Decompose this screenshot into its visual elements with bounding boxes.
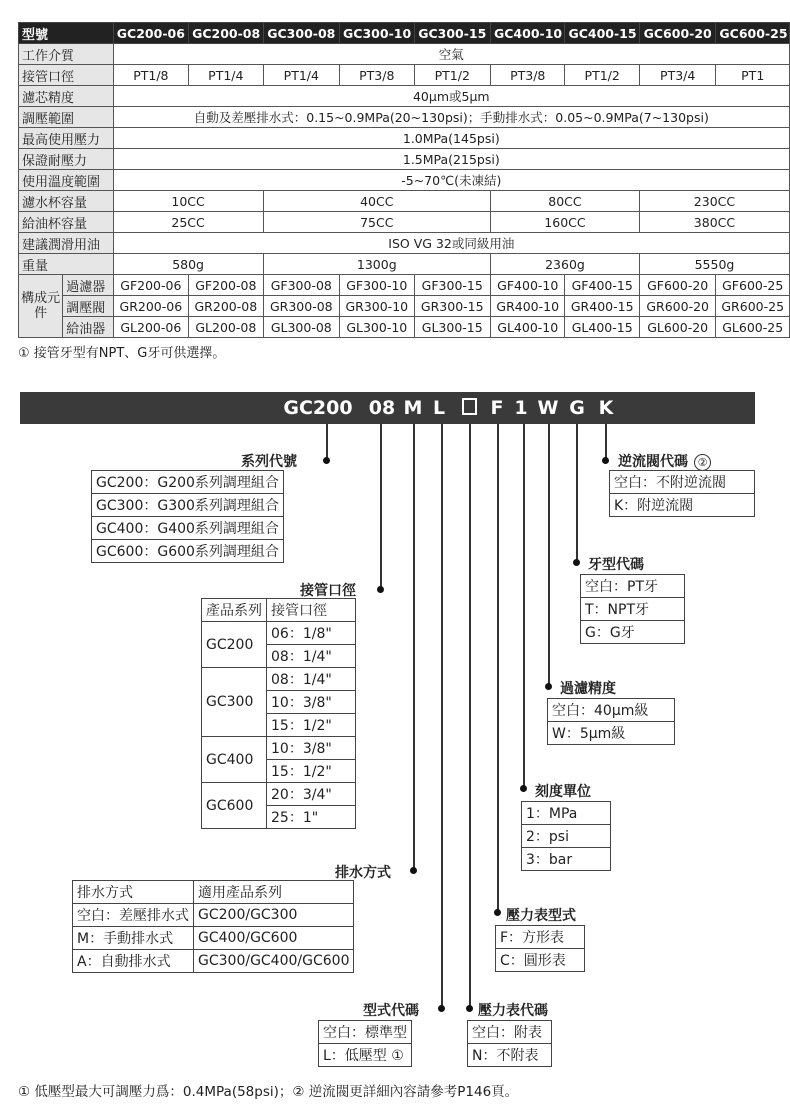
model-cell: GC600-20 [639, 23, 715, 44]
port-size: 20：3/4" [267, 783, 356, 806]
model-cell: GC200-08 [189, 23, 263, 44]
connector-dot [573, 559, 580, 566]
port-cell: PT1/2 [565, 65, 639, 86]
pressure-range-label: 調壓範圍 [19, 107, 114, 128]
filtration-row: W：5μm級 [548, 722, 675, 745]
connector-dot [545, 683, 552, 690]
temp-row [19, 170, 790, 191]
connector-line [523, 424, 525, 786]
filter-unit-row [19, 275, 790, 296]
lubricator-cell: GL600-20 [639, 317, 715, 338]
port-cell: PT1/4 [189, 65, 263, 86]
port-size: 15：1/2" [267, 714, 356, 737]
bowl-cell: 10CC [113, 191, 263, 212]
model-code-row: L：低壓型 ① [319, 1044, 412, 1067]
port-label: 接管口徑 [19, 65, 114, 86]
filter-unit-label: 過濾器 [63, 275, 113, 296]
connector-dot [323, 457, 330, 464]
regulator-cell: GR300-15 [414, 296, 490, 317]
lubricator-cell: GL300-10 [340, 317, 414, 338]
weight-cell: 1300g [263, 254, 490, 275]
port-size-col-size: 接管口徑 [267, 599, 356, 622]
gauge-type-row: F：方形表 [496, 926, 585, 949]
connector-dot [466, 1005, 473, 1012]
temp-value: -5~70℃(未凍結) [113, 170, 789, 191]
drain-col-series: 適用產品系列 [194, 881, 354, 904]
lube-value: ISO VG 32或同級用油 [113, 233, 789, 254]
filter-row [19, 86, 790, 107]
port-series: GC200 [202, 622, 267, 668]
bowl-row [19, 191, 790, 212]
port-size: 10：3/8" [267, 691, 356, 714]
connector-dot [494, 909, 501, 916]
port-size-table [201, 598, 356, 829]
model-cell: GC600-25 [716, 23, 790, 44]
gauge-type-table [495, 925, 585, 972]
lubricator-cell: GL200-08 [189, 317, 263, 338]
model-cell: GC200-06 [113, 23, 188, 44]
connector-dot [602, 457, 609, 464]
scale-unit-row: 1：MPa [522, 802, 611, 825]
connector-line [380, 424, 382, 590]
lubricator-cell: GL400-15 [565, 317, 639, 338]
port-size-title: 接管口徑 [300, 583, 356, 599]
gauge-type-row: C：圓形表 [496, 949, 585, 972]
gauge-code-row: N：不附表 [468, 1044, 552, 1067]
gauge-code-row: 空白：附表 [468, 1021, 552, 1044]
model-code-table [318, 1020, 412, 1067]
proof-pressure-label: 保證耐壓力 [19, 149, 114, 170]
scale-unit-table [521, 801, 611, 871]
regulator-cell: GR600-20 [639, 296, 715, 317]
lube-row [19, 233, 790, 254]
lubricator-cell: GL200-06 [113, 317, 188, 338]
port-size-col-series: 產品系列 [202, 599, 267, 622]
port-size: 08：1/4" [267, 645, 356, 668]
regulator-cell: GR400-10 [491, 296, 565, 317]
filter-unit-cell: GF200-08 [189, 275, 263, 296]
regulator-cell: GR300-10 [340, 296, 414, 317]
proof-pressure-row [19, 149, 790, 170]
weight-label: 重量 [19, 254, 114, 275]
lubricator-row [19, 317, 790, 338]
regulator-label: 調壓閥 [63, 296, 113, 317]
regulator-cell: GR400-15 [565, 296, 639, 317]
filter-unit-cell: GF200-06 [113, 275, 188, 296]
code-gauge-placeholder [462, 398, 477, 415]
lubricator-label: 給油器 [63, 317, 113, 338]
port-series: GC400 [202, 737, 267, 783]
fluid-row [19, 44, 790, 65]
filter-unit-cell: GF600-25 [716, 275, 790, 296]
port-size: 25：1" [267, 806, 356, 829]
model-cell: GC400-10 [491, 23, 565, 44]
model-cell: GC300-15 [414, 23, 490, 44]
port-cell: PT3/8 [491, 65, 565, 86]
oil-cell: 25CC [113, 212, 263, 233]
lubricator-cell: GL300-15 [414, 317, 490, 338]
bowl-label: 濾水杯容量 [19, 191, 114, 212]
regulator-row [19, 296, 790, 317]
weight-cell: 2360g [491, 254, 640, 275]
check-valve-table [609, 470, 755, 517]
filtration-title: 過濾精度 [560, 681, 616, 697]
model-label: 型號 [19, 23, 114, 44]
filter-unit-cell: GF400-10 [491, 275, 565, 296]
connector-line [576, 424, 578, 562]
filter-unit-cell: GF400-15 [565, 275, 639, 296]
filtration-table [547, 698, 675, 745]
thread-row: 空白：PT牙 [581, 575, 685, 598]
oil-cell: 380CC [639, 212, 789, 233]
drain-series: GC400/GC600 [194, 927, 354, 950]
gauge-code-title: 壓力表代碼 [478, 1003, 548, 1019]
oil-row [19, 212, 790, 233]
filter-value: 40μm或5μm [113, 86, 789, 107]
bowl-cell: 230CC [639, 191, 789, 212]
filter-unit-cell: GF300-15 [414, 275, 490, 296]
connector-line [605, 424, 607, 460]
components-label: 構成元件 [19, 275, 63, 338]
drain-type: A：自動排水式 [73, 950, 194, 973]
drain-type: M：手動排水式 [73, 927, 194, 950]
connector-line [469, 424, 471, 1007]
port-cell: PT1/8 [113, 65, 188, 86]
temp-label: 使用溫度範圍 [19, 170, 114, 191]
connector-line [413, 424, 415, 870]
series-row: GC400：G400系列調理組合 [92, 517, 284, 540]
thread-row: G：G牙 [581, 621, 685, 644]
code-series: GC200 [283, 397, 353, 419]
scale-unit-title: 刻度單位 [535, 784, 591, 800]
proof-pressure-value: 1.5MPa(215psi) [113, 149, 789, 170]
model-code-row: 空白：標準型 [319, 1021, 412, 1044]
regulator-cell: GR600-25 [716, 296, 790, 317]
model-cell: GC400-15 [565, 23, 639, 44]
port-cell: PT3/4 [639, 65, 715, 86]
gauge-type-title: 壓力表型式 [506, 908, 576, 924]
thread-title: 牙型代碼 [588, 557, 644, 573]
bowl-cell: 40CC [263, 191, 490, 212]
spec-table [18, 22, 790, 338]
port-cell: PT1/4 [263, 65, 339, 86]
connector-dot [438, 1005, 445, 1012]
scale-unit-row: 2：psi [522, 825, 611, 848]
pressure-range-row [19, 107, 790, 128]
port-row [19, 65, 790, 86]
model-row [19, 23, 790, 44]
filtration-row: 空白：40μm級 [548, 699, 675, 722]
port-cell: PT1 [716, 65, 790, 86]
pressure-range-value: 自動及差壓排水式：0.15~0.9MPa(20~130psi)；手動排水式：0.05~0.9MPa(7~130psi) [113, 107, 789, 128]
connector-dot [377, 586, 384, 593]
connector-dot [410, 867, 417, 874]
port-cell: PT1/2 [414, 65, 490, 86]
check-valve-title-text: 逆流閥代碼 [618, 454, 688, 470]
regulator-cell: GR200-06 [113, 296, 188, 317]
connector-dot [520, 785, 527, 792]
drain-series: GC200/GC300 [194, 904, 354, 927]
oil-label: 給油杯容量 [19, 212, 114, 233]
filter-label: 濾芯精度 [19, 86, 114, 107]
code-drain: M [403, 397, 423, 419]
check-valve-title [618, 451, 711, 471]
code-filtration: W [537, 397, 559, 419]
fluid-label: 工作介質 [19, 44, 114, 65]
lubricator-cell: GL300-08 [263, 317, 339, 338]
port-size: 08：1/4" [267, 668, 356, 691]
regulator-cell: GR200-08 [189, 296, 263, 317]
lubricator-cell: GL600-25 [716, 317, 790, 338]
regulator-cell: GR300-08 [263, 296, 339, 317]
port-cell: PT3/8 [340, 65, 414, 86]
series-table [91, 470, 284, 563]
scale-unit-row: 3：bar [522, 848, 611, 871]
drain-series: GC300/GC400/GC600 [194, 950, 354, 973]
drain-table [72, 880, 354, 973]
port-size: 15：1/2" [267, 760, 356, 783]
port-size: 10：3/8" [267, 737, 356, 760]
thread-row: T：NPT牙 [581, 598, 685, 621]
series-row: GC300：G300系列調理組合 [92, 494, 284, 517]
filter-unit-cell: GF300-10 [340, 275, 414, 296]
fluid-value: 空氣 [113, 44, 789, 65]
max-pressure-label: 最高使用壓力 [19, 128, 114, 149]
code-check-valve: K [598, 397, 614, 419]
code-scale: 1 [514, 397, 528, 419]
model-cell: GC300-10 [340, 23, 414, 44]
lube-label: 建議潤滑用油 [19, 233, 114, 254]
model-code-title: 型式代碼 [363, 1003, 419, 1019]
bowl-cell: 80CC [491, 191, 640, 212]
weight-row [19, 254, 790, 275]
check-valve-note-mark: ② [694, 454, 711, 471]
weight-cell: 580g [113, 254, 263, 275]
footnote: ① 低壓型最大可調壓力爲：0.4MPa(58psi)；② 逆流閥更詳細內容請參考P146頁。 [18, 1084, 519, 1100]
port-series: GC600 [202, 783, 267, 829]
max-pressure-value: 1.0MPa(145psi) [113, 128, 789, 149]
check-valve-row: 空白：不附逆流閥 [610, 471, 755, 494]
code-port: 08 [368, 397, 396, 419]
filter-unit-cell: GF300-08 [263, 275, 339, 296]
connector-line [326, 424, 328, 460]
check-valve-row: K：附逆流閥 [610, 494, 755, 517]
oil-cell: 75CC [263, 212, 490, 233]
drain-col-type: 排水方式 [73, 881, 194, 904]
connector-line [548, 424, 550, 686]
code-type: L [432, 397, 446, 419]
gauge-code-table [467, 1020, 552, 1067]
drain-title: 排水方式 [335, 865, 391, 881]
series-row: GC600：G600系列調理組合 [92, 540, 284, 563]
lubricator-cell: GL400-10 [491, 317, 565, 338]
port-size: 06：1/8" [267, 622, 356, 645]
filter-unit-cell: GF600-20 [639, 275, 715, 296]
oil-cell: 160CC [491, 212, 640, 233]
connector-line [441, 424, 443, 1007]
max-pressure-row [19, 128, 790, 149]
port-series: GC300 [202, 668, 267, 737]
code-thread: G [569, 397, 585, 419]
connector-line [497, 424, 499, 912]
series-row: GC200：G200系列調理組合 [92, 471, 284, 494]
weight-cell: 5550g [639, 254, 789, 275]
series-title: 系列代號 [241, 454, 297, 470]
model-cell: GC300-08 [263, 23, 339, 44]
thread-note: ① 接管牙型有NPT、G牙可供選擇。 [18, 346, 226, 361]
drain-type: 空白：差壓排水式 [73, 904, 194, 927]
thread-table [580, 574, 685, 644]
code-gauge-type: F [490, 397, 504, 419]
